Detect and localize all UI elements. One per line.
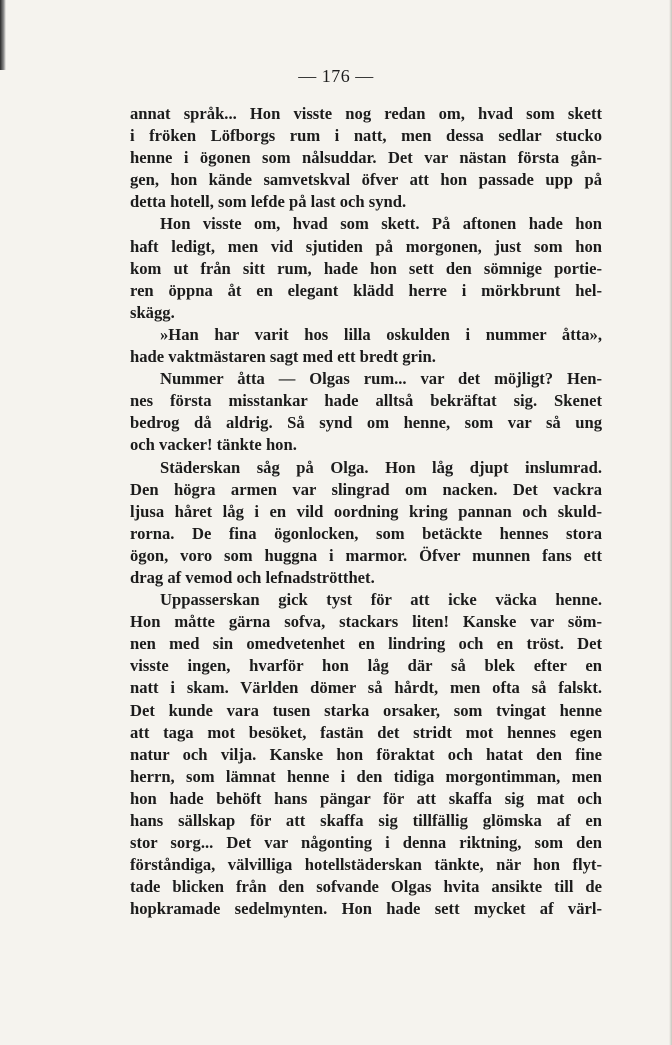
text-line: stor sorg... Det var någonting i denna riktning, som den <box>130 833 602 853</box>
text-line: ren öppna åt en elegant klädd herre i mörkbrunt hel- <box>130 280 602 300</box>
text-line: Den högra armen var slingrad om nacken. Det vackra <box>130 479 602 499</box>
text-line: ögon, voro som huggna i marmor. Öfver munnen fans ett <box>130 545 602 565</box>
text-line: visste ingen, hvarför hon låg där så blek efter en <box>130 656 602 676</box>
text-line: förståndiga, välvilliga hotellstäderskan tänkte, när hon flyt- <box>130 855 602 875</box>
page-binding-edge <box>0 0 6 70</box>
text-line: bedrog då aldrig. Så synd om henne, som var så ung <box>130 413 602 433</box>
text-line: Uppasserskan gick tyst för att icke väcka henne. <box>160 590 602 610</box>
text-line: hans sällskap för att skaffa sig tillfällig glömska af en <box>130 811 602 830</box>
text-line: Städerskan såg på Olga. Hon låg djupt inslumrad. <box>160 457 602 477</box>
text-line: detta hotell, som lefde på last och synd. <box>130 192 407 212</box>
text-line: hopkramade sedelmynten. Hon hade sett mycket af värl- <box>130 899 602 919</box>
text-line: natt i skam. Världen dömer så hårdt, men ofta så falskt. <box>130 678 602 698</box>
text-line: hon hade behöft hans pängar för att skaffa sig mat och <box>130 788 602 808</box>
text-line: annat språk... Hon visste nog redan om, hvad som skett <box>130 104 602 123</box>
text-line: henne i ögonen som nålsuddar. Det var nästan första gån- <box>130 148 602 168</box>
text-line: nes första misstankar hade alltså bekräftat sig. Skenet <box>130 391 602 411</box>
text-line: skägg. <box>130 302 175 322</box>
page-number: — 176 — <box>298 66 374 86</box>
text-line: att taga mot besöket, fastän det stridt mot hennes egen <box>130 722 602 742</box>
text-line: i fröken Löfborgs rum i natt, men dessa sedlar stucko <box>130 126 602 146</box>
text-line: och vacker! tänkte hon. <box>130 435 297 455</box>
text-line: haft ledigt, men vid sjutiden på morgonen, just som hon <box>130 236 602 256</box>
text-line: »Han har varit hos lilla oskulden i nummer åtta», <box>160 324 602 344</box>
text-line: drag af vemod och lefnadströtthet. <box>130 567 375 587</box>
text-line: nen med sin omedvetenhet en lindring och en tröst. Det <box>130 634 602 654</box>
text-line: Hon visste om, hvad som skett. På aftonen hade hon <box>160 214 602 234</box>
text-line: Nummer åtta — Olgas rum... var det möjligt? Hen- <box>160 369 602 389</box>
text-line: Hon måtte gärna sofva, stackars liten! Kanske var söm- <box>130 612 602 632</box>
body-text <box>130 103 602 920</box>
text-line: ljusa håret låg i en vild oordning kring pannan och skuld- <box>130 501 602 521</box>
text-line: Det kunde vara tusen starka orsaker, som tvingat henne <box>130 700 602 720</box>
text-line: kom ut från sitt rum, hade hon sett den sömnige portie- <box>130 258 602 278</box>
text-line: hade vaktmästaren sagt med ett bredt grin. <box>130 347 436 367</box>
text-line: rorna. De fina ögonlocken, som betäckte hennes stora <box>130 523 602 543</box>
text-line: gen, hon kände samvetskval öfver att hon passade upp på <box>130 170 602 190</box>
text-line: herrn, som lämnat henne i den tidiga morgontimman, men <box>130 766 602 786</box>
text-line: tade blicken från den sofvande Olgas hvita ansikte till de <box>130 877 602 897</box>
text-line: natur och vilja. Kanske hon föraktat och hatat den fine <box>130 744 602 764</box>
